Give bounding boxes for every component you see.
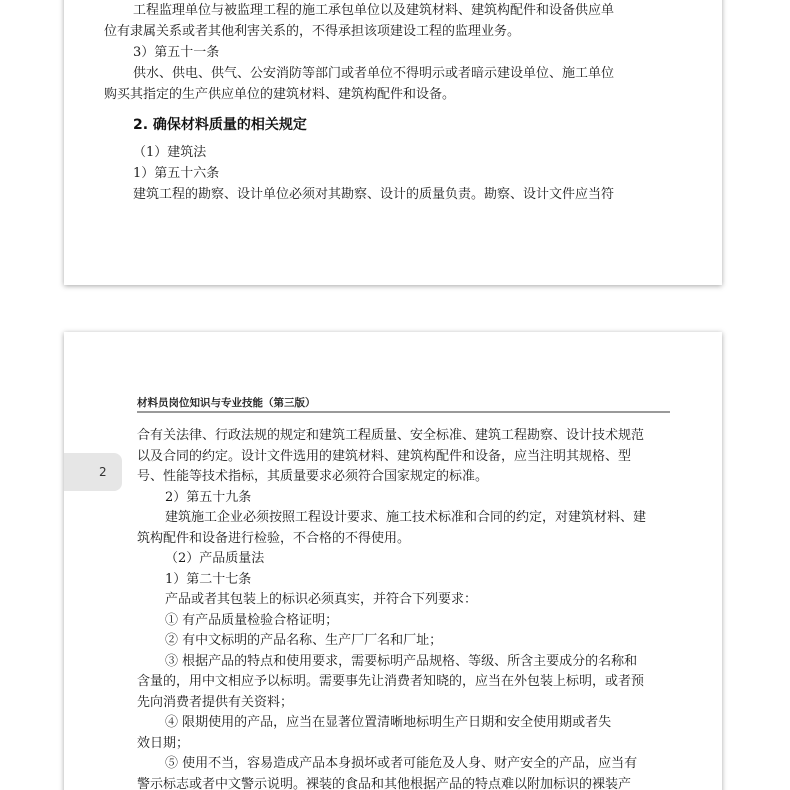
paragraph-line: 合有关法律、行政法规的规定和建筑工程质量、安全标准、建筑工程勘察、设计技术规范: [137, 428, 645, 443]
paragraph-line: 购买其指定的生产供应单位的建筑材料、建筑构配件和设备。: [104, 87, 456, 102]
paragraph-line: 先向消费者提供有关资料；: [137, 695, 294, 710]
article-label: 2）第五十九条: [165, 490, 252, 505]
list-item: ④ 限期使用的产品，应当在显著位置清晰地标明生产日期和安全使用期或者失: [165, 715, 612, 730]
list-item: ① 有产品质量检验合格证明；: [165, 613, 339, 628]
list-item: ② 有中文标明的产品名称、生产厂厂名和厂址；: [165, 633, 443, 648]
paragraph-line: 产品或者其包装上的标识必须真实，并符合下列要求：: [165, 592, 478, 607]
page-2: [64, 332, 722, 790]
paragraph-line: 效日期；: [137, 736, 190, 751]
subsection-label: （1）建筑法: [133, 145, 207, 160]
article-label: 1）第五十六条: [133, 166, 220, 181]
page-number: 2: [99, 465, 107, 479]
page-number-tab: [64, 453, 122, 491]
subsection-label: （2）产品质量法: [165, 551, 265, 566]
list-item: ③ 根据产品的特点和使用要求，需要标明产品规格、等级、所含主要成分的名称和: [165, 654, 638, 669]
header-divider: [137, 411, 670, 413]
page-1: [64, 0, 722, 285]
paragraph-line: 供水、供电、供气、公安消防等部门或者单位不得明示或者暗示建设单位、施工单位: [133, 66, 615, 81]
paragraph-line: 建筑施工企业必须按照工程设计要求、施工技术标准和合同的约定，对建筑材料、建: [165, 510, 647, 525]
article-label: 3）第五十一条: [133, 45, 220, 60]
section-heading: 2. 确保材料质量的相关规定: [133, 117, 307, 133]
paragraph-line: 建筑工程的勘察、设计单位必须对其勘察、设计的质量负责。勘察、设计文件应当符: [133, 187, 615, 202]
list-item: ⑤ 使用不当，容易造成产品本身损坏或者可能危及人身、财产安全的产品，应当有: [165, 756, 638, 771]
article-label: 1）第二十七条: [165, 572, 252, 587]
paragraph-line: 警示标志或者中文警示说明。裸装的食品和其他根据产品的特点难以附加标识的裸装产: [137, 777, 632, 790]
paragraph-line: 含量的，用中文相应予以标明。需要事先让消费者知晓的，应当在外包装上标明，或者预: [137, 674, 645, 689]
paragraph-line: 位有隶属关系或者其他利害关系的，不得承担该项建设工程的监理业务。: [104, 24, 521, 39]
running-header: 材料员岗位知识与专业技能（第三版）: [137, 397, 316, 409]
paragraph-line: 工程监理单位与被监理工程的施工承包单位以及建筑材料、建筑构配件和设备供应单: [133, 3, 615, 18]
paragraph-line: 号、性能等技术指标，其质量要求必须符合国家规定的标准。: [137, 469, 489, 484]
paragraph-line: 以及合同的约定。设计文件选用的建筑材料、建筑构配件和设备，应当注明其规格、型: [137, 449, 632, 464]
paragraph-line: 筑构配件和设备进行检验，不合格的不得使用。: [137, 531, 411, 546]
